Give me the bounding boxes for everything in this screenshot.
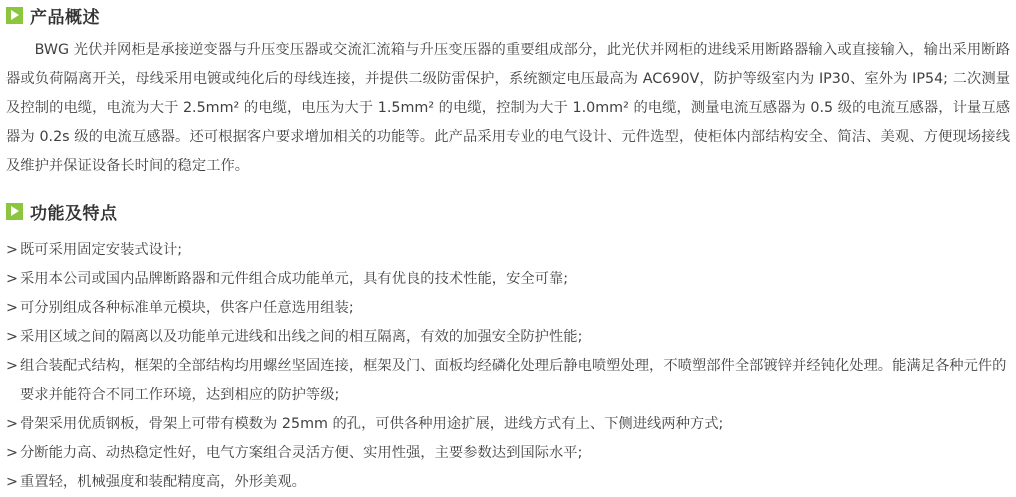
features-heading	[6, 199, 118, 223]
list-item-text: 采用区域之间的隔离以及功能单元进线和出线之间的相互隔离，有效的加强安全防护性能;	[20, 329, 583, 345]
section-title: 功能及特点	[30, 203, 118, 224]
bullet-marker: >	[6, 242, 18, 258]
bullet-marker: >	[6, 416, 18, 432]
section-title: 产品概述	[30, 7, 100, 28]
list-item-text: 组合装配式结构，框架的全部结构均用螺丝坚固连接，框架及门、面板均经磷化处理后静电喷塑处理，不喷塑部件全部镀锌并经钝化处理。能满足各种元件的要求并能符合不同工作环境，达到相应的防护等级;	[20, 358, 1007, 403]
play-triangle-icon	[6, 7, 23, 24]
list-item	[6, 323, 1012, 352]
list-item-text: 分断能力高、动热稳定性好，电气方案组合灵活方便、实用性强，主要参数达到国际水平;	[20, 445, 583, 461]
list-item	[6, 265, 1012, 294]
bullet-marker: >	[6, 358, 18, 374]
product-overview-heading	[6, 3, 100, 27]
bullet-marker: >	[6, 445, 18, 461]
list-item	[6, 410, 1012, 439]
list-item	[6, 294, 1012, 323]
product-overview-text: BWG 光伏并网柜是承接逆变器与升压变压器或交流汇流箱与升压变压器的重要组成部分，此光伏并网柜的进线采用断路器输入或直接输入，输出采用断路器或负荷隔离开关，母线采用电镀或纯化后的母线连接，并提供二级防雷保护，系统额定电压最高为 AC690V，防护等级室内为 IP30、室外为 IP54; 二次测量及控制的电缆，电流为大于 2.5mm² 的电缆，电压为大于 1.5mm² 的电缆，控制为大于 1.0mm² 的电缆，测量电流互感器为 0.5 级的电流互感器，计量互感器为 0.2s 级的电流互感器。还可根据客户要求增加相关的功能等。此产品采用专业的电气设计、元件选型，使柜体内部结构安全、简洁、美观、方便现场接线及维护并保证设备长时间的稳定工作。	[6, 42, 1010, 174]
bullet-marker: >	[6, 271, 18, 287]
play-triangle-icon	[6, 203, 23, 220]
list-item	[6, 236, 1012, 265]
list-item-text: 采用本公司或国内品牌断路器和元件组合成功能单元，具有优良的技术性能，安全可靠;	[20, 271, 569, 287]
list-item	[6, 468, 1012, 497]
list-item-text: 既可采用固定安装式设计;	[20, 242, 183, 258]
list-item	[6, 352, 1012, 410]
list-item-text: 可分别组成各种标准单元模块，供客户任意选用组装;	[20, 300, 354, 316]
bullet-marker: >	[6, 329, 18, 345]
bullet-marker: >	[6, 300, 18, 316]
list-item	[6, 439, 1012, 468]
bullet-marker: >	[6, 474, 18, 490]
list-item-text: 重置轻，机械强度和装配精度高，外形美观。	[20, 474, 306, 490]
list-item-text: 骨架采用优质钢板，骨架上可带有模数为 25mm 的孔，可供各种用途扩展，进线方式有上、下侧进线两种方式;	[20, 416, 724, 432]
features-list	[6, 236, 1012, 497]
